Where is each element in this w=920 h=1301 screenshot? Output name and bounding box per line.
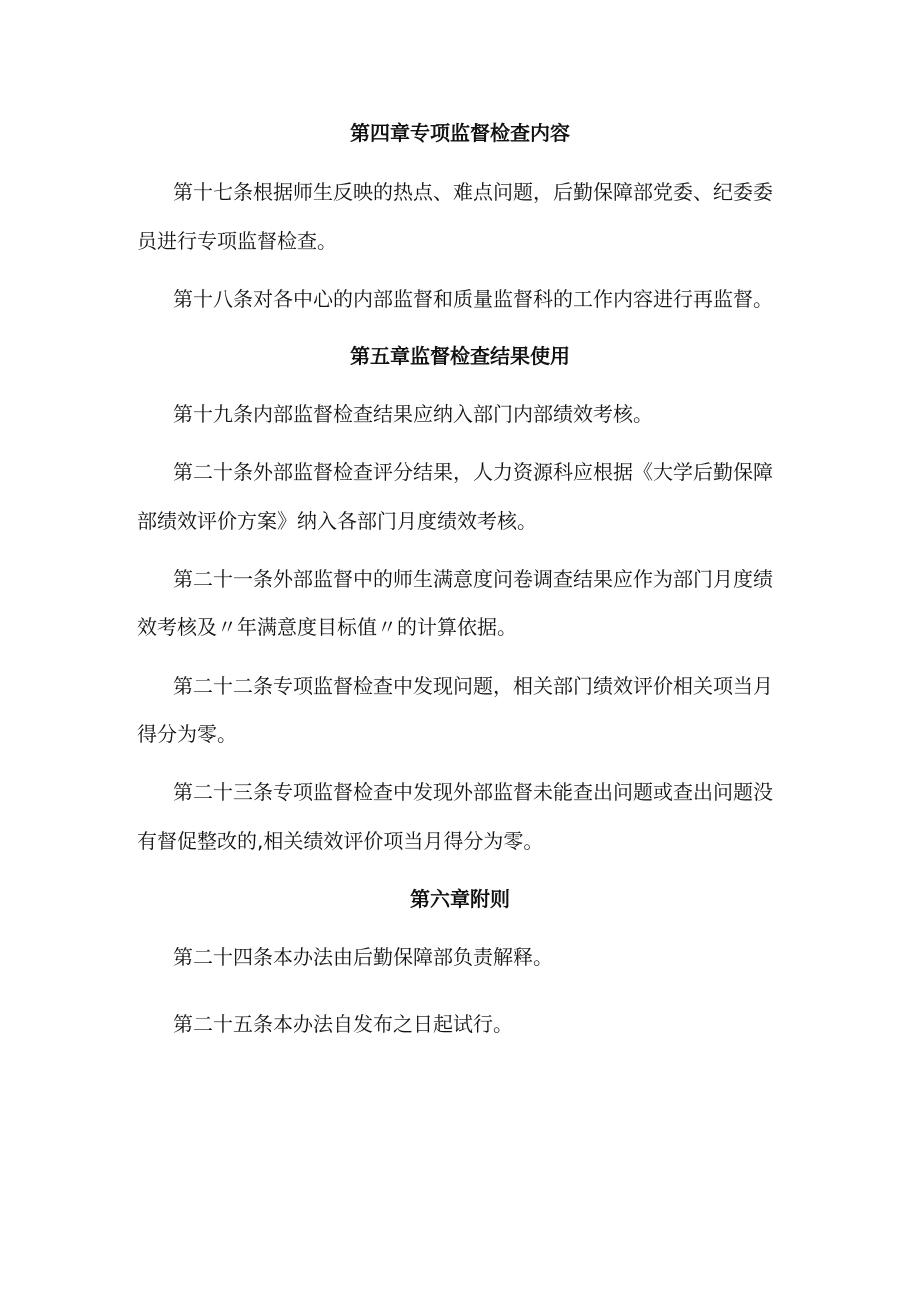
article-23-line-2: 有督促整改的,相关绩效评价项当月得分为零。 [137, 829, 544, 853]
article-21-line-1: 第二十一条外部监督中的师生满意度问卷调查结果应作为部门月度绩 [173, 567, 773, 591]
article-20-line-1: 第二十条外部监督检查评分结果，人力资源科应根据《大学后勤保障 [173, 460, 773, 484]
article-19-line-1: 第十九条内部监督检查结果应纳入部门内部绩效考核。 [173, 402, 653, 426]
article-22-line-2: 得分为零。 [137, 722, 237, 746]
chapter-heading: 第五章监督检查结果使用 [350, 344, 570, 368]
article-22-line-1: 第二十二条专项监督检查中发现问题，相关部门绩效评价相关项当月 [173, 674, 773, 698]
article-20-line-2: 部绩效评价方案》纳入各部门月度绩效考核。 [137, 509, 537, 533]
chapter-heading: 第六章附则 [410, 887, 510, 911]
article-24-line-1: 第二十四条本办法由后勤保障部负责解释。 [173, 945, 553, 969]
article-18-line-1: 第十八条对各中心的内部监督和质量监督科的工作内容进行再监督。 [173, 287, 773, 311]
article-21-line-2: 效考核及〃年满意度目标值〃的计算依据。 [137, 615, 517, 639]
article-25-line-1: 第二十五条本办法自发布之日起试行。 [173, 1012, 513, 1036]
article-17-line-1: 第十七条根据师生反映的热点、难点问题，后勤保障部党委、纪委委 [173, 180, 773, 204]
chapter-heading: 第四章专项监督检查内容 [350, 121, 570, 145]
article-17-line-2: 员进行专项监督检查。 [137, 229, 337, 253]
article-23-line-1: 第二十三条专项监督检查中发现外部监督未能查出问题或查出问题没 [173, 780, 773, 804]
